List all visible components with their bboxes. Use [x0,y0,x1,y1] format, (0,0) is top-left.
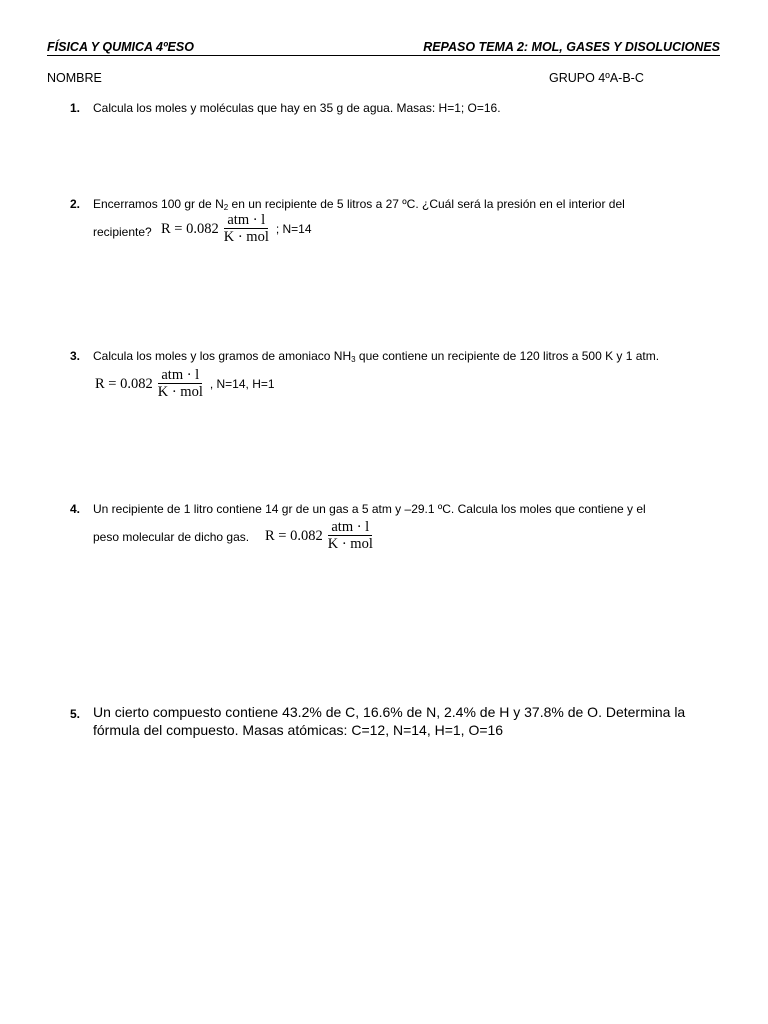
question-text: Encerramos 100 gr de $N_2$ en un recipiente de 5 litros a 27 ºC. ¿Cuál será la presión en el interior del [93,197,625,212]
header-topic: REPASO TEMA 2: MOL, GASES Y DISOLUCIONES [423,40,720,54]
question-number: 4. [70,502,81,516]
question-text-line2: peso molecular de dicho gas. [93,530,250,544]
question-number: 2. [70,197,81,211]
page-header [47,40,720,56]
question-number: 1. [70,101,81,115]
gas-constant-formula: R = 0.082 $\frac{\text{atm · l}}{\text{K · mol}}$ [265,519,373,552]
name-field-label: NOMBRE [47,71,102,85]
question-text: Calcula los moles y los gramos de amoniaco $NH_3$ que contiene un recipiente de 120 litros a 500 K y 1 atm. [93,349,660,364]
question-text: Un recipiente de 1 litro contiene 14 gr de un gas a 5 atm y –29.1 ºC. Calcula los moles que contiene y el [93,502,646,516]
question-number: 3. [70,349,81,363]
question-text-line2: recipiente? [93,225,152,239]
group-label: GRUPO 4ºA-B-C [549,71,644,85]
question-text: Un cierto compuesto contiene 43.2% de C, 16.6% de N, 2.4% de H y 37.8% de O. Determina la [93,704,686,720]
gas-constant-formula: R = 0.082 $\frac{\text{atm · l}}{\text{K · mol}}$ , N=14, H=1 [95,367,275,400]
question-text: Calcula los moles y moléculas que hay en 35 g de agua. Masas: H=1; O=16. [93,101,501,115]
question-text-line2: fórmula del compuesto. Masas atómicas: C=12, N=14, H=1, O=16 [93,722,504,738]
gas-constant-formula: R = 0.082 $\frac{\text{atm · l}}{\text{K · mol}}$ ; N=14 [161,212,312,245]
header-subject: FÍSICA Y QUMICA 4ºESO [47,40,194,54]
question-number: 5. [70,707,81,721]
